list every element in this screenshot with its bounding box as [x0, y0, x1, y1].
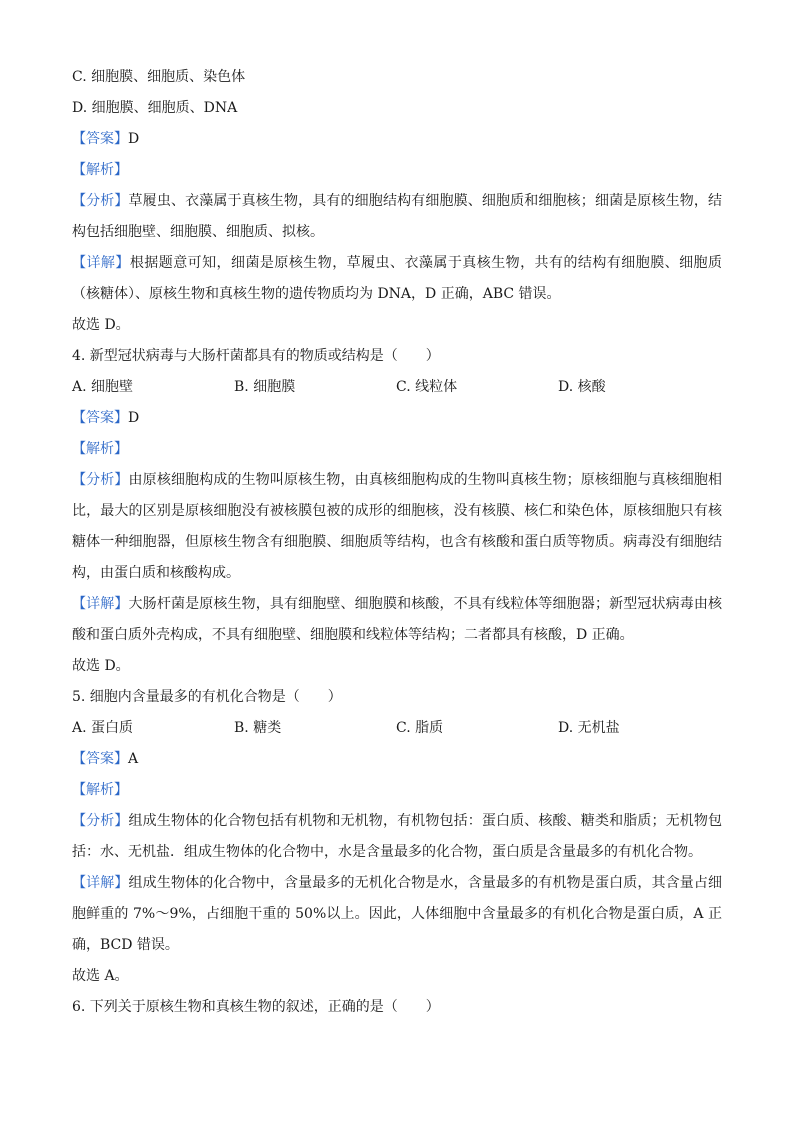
xiangjie-tag: 【详解】 [72, 255, 130, 271]
option-c: C. 脂质 [396, 720, 444, 736]
answer-line [72, 403, 722, 434]
fenxi-paragraph [72, 806, 722, 868]
xiangjie-text: 根据题意可知，细菌是原核生物，草履虫、衣藻属于真核生物，共有的结构有细胞膜、细胞质（核糖体）、原核生物和真核生物的遗传物质均为 DNA，D 正确，ABC 错误。 [72, 255, 723, 302]
analysis-tag: 【解析】 [72, 162, 128, 178]
answer-tag: 【答案】 [72, 410, 128, 426]
fenxi-paragraph [72, 186, 722, 248]
conclusion: 故选 A。 [72, 968, 129, 984]
options-row [72, 372, 722, 403]
fenxi-text: 组成生物体的化合物包括有机物和无机物，有机物包括：蛋白质、核酸、糖类和脂质；无机物包括：水、无机盐．组成生物体的化合物中，水是含量最多的化合物，蛋白质是含量最多的有机化合物。 [72, 813, 723, 860]
xiangjie-paragraph [72, 589, 722, 651]
fenxi-tag: 【分析】 [72, 472, 129, 488]
option-c: C. 细胞膜、细胞质、染色体 [72, 69, 246, 85]
answer-value: A [128, 751, 139, 767]
option-a: A. 细胞壁 [72, 379, 134, 395]
option-d: D. 核酸 [558, 379, 606, 395]
xiangjie-tag: 【详解】 [72, 875, 129, 891]
analysis-tag: 【解析】 [72, 441, 128, 457]
fenxi-tag: 【分析】 [72, 193, 129, 209]
question-6: 6. 下列关于原核生物和真核生物的叙述，正确的是（ ） [72, 999, 440, 1015]
question-5: 5. 细胞内含量最多的有机化合物是（ ） [72, 689, 342, 705]
answer-value: D [128, 131, 140, 147]
answer-value: D [128, 410, 140, 426]
option-a: A. 蛋白质 [72, 720, 134, 736]
option-d: D. 细胞膜、细胞质、DNA [72, 100, 238, 116]
fenxi-tag: 【分析】 [72, 813, 129, 829]
answer-line [72, 124, 722, 155]
xiangjie-text: 大肠杆菌是原核生物，具有细胞壁、细胞膜和核酸，不具有线粒体等细胞器；新型冠状病毒由核酸和蛋白质外壳构成，不具有细胞壁、细胞膜和线粒体等结构；二者都具有核酸，D 正确。 [72, 596, 723, 643]
document-page [72, 62, 722, 1023]
answer-line [72, 744, 722, 775]
option-d: D. 无机盐 [558, 720, 620, 736]
xiangjie-paragraph [72, 868, 722, 961]
answer-tag: 【答案】 [72, 131, 128, 147]
xiangjie-tag: 【详解】 [72, 596, 129, 612]
fenxi-text: 由原核细胞构成的生物叫原核生物，由真核细胞构成的生物叫真核生物；原核细胞与真核细胞相比，最大的区别是原核细胞没有被核膜包被的成形的细胞核，没有核膜、核仁和染色体，原核细胞只有核糖体一种细胞器，但原核生物含有细胞膜、细胞质等结构，也含有核酸和蛋白质等物质。病毒没有细胞结构，由蛋白质和核酸构成。 [72, 472, 723, 581]
option-b: B. 细胞膜 [234, 379, 296, 395]
xiangjie-paragraph [72, 248, 722, 310]
options-row [72, 713, 722, 744]
conclusion: 故选 D。 [72, 658, 130, 674]
analysis-tag: 【解析】 [72, 782, 128, 798]
answer-tag: 【答案】 [72, 751, 128, 767]
xiangjie-text: 组成生物体的化合物中，含量最多的无机化合物是水，含量最多的有机物是蛋白质，其含量占细胞鲜重的 7%～9%，占细胞干重的 50%以上。因此，人体细胞中含量最多的有机化合物是蛋白质，A 正确，BCD 错误。 [72, 875, 723, 953]
question-4: 4. 新型冠状病毒与大肠杆菌都具有的物质或结构是（ ） [72, 348, 440, 364]
option-b: B. 糖类 [234, 720, 282, 736]
conclusion: 故选 D。 [72, 317, 130, 333]
option-c: C. 线粒体 [396, 379, 458, 395]
fenxi-paragraph [72, 465, 722, 589]
fenxi-text: 草履虫、衣藻属于真核生物，具有的细胞结构有细胞膜、细胞质和细胞核；细菌是原核生物，结构包括细胞壁、细胞膜、细胞质、拟核。 [72, 193, 723, 240]
